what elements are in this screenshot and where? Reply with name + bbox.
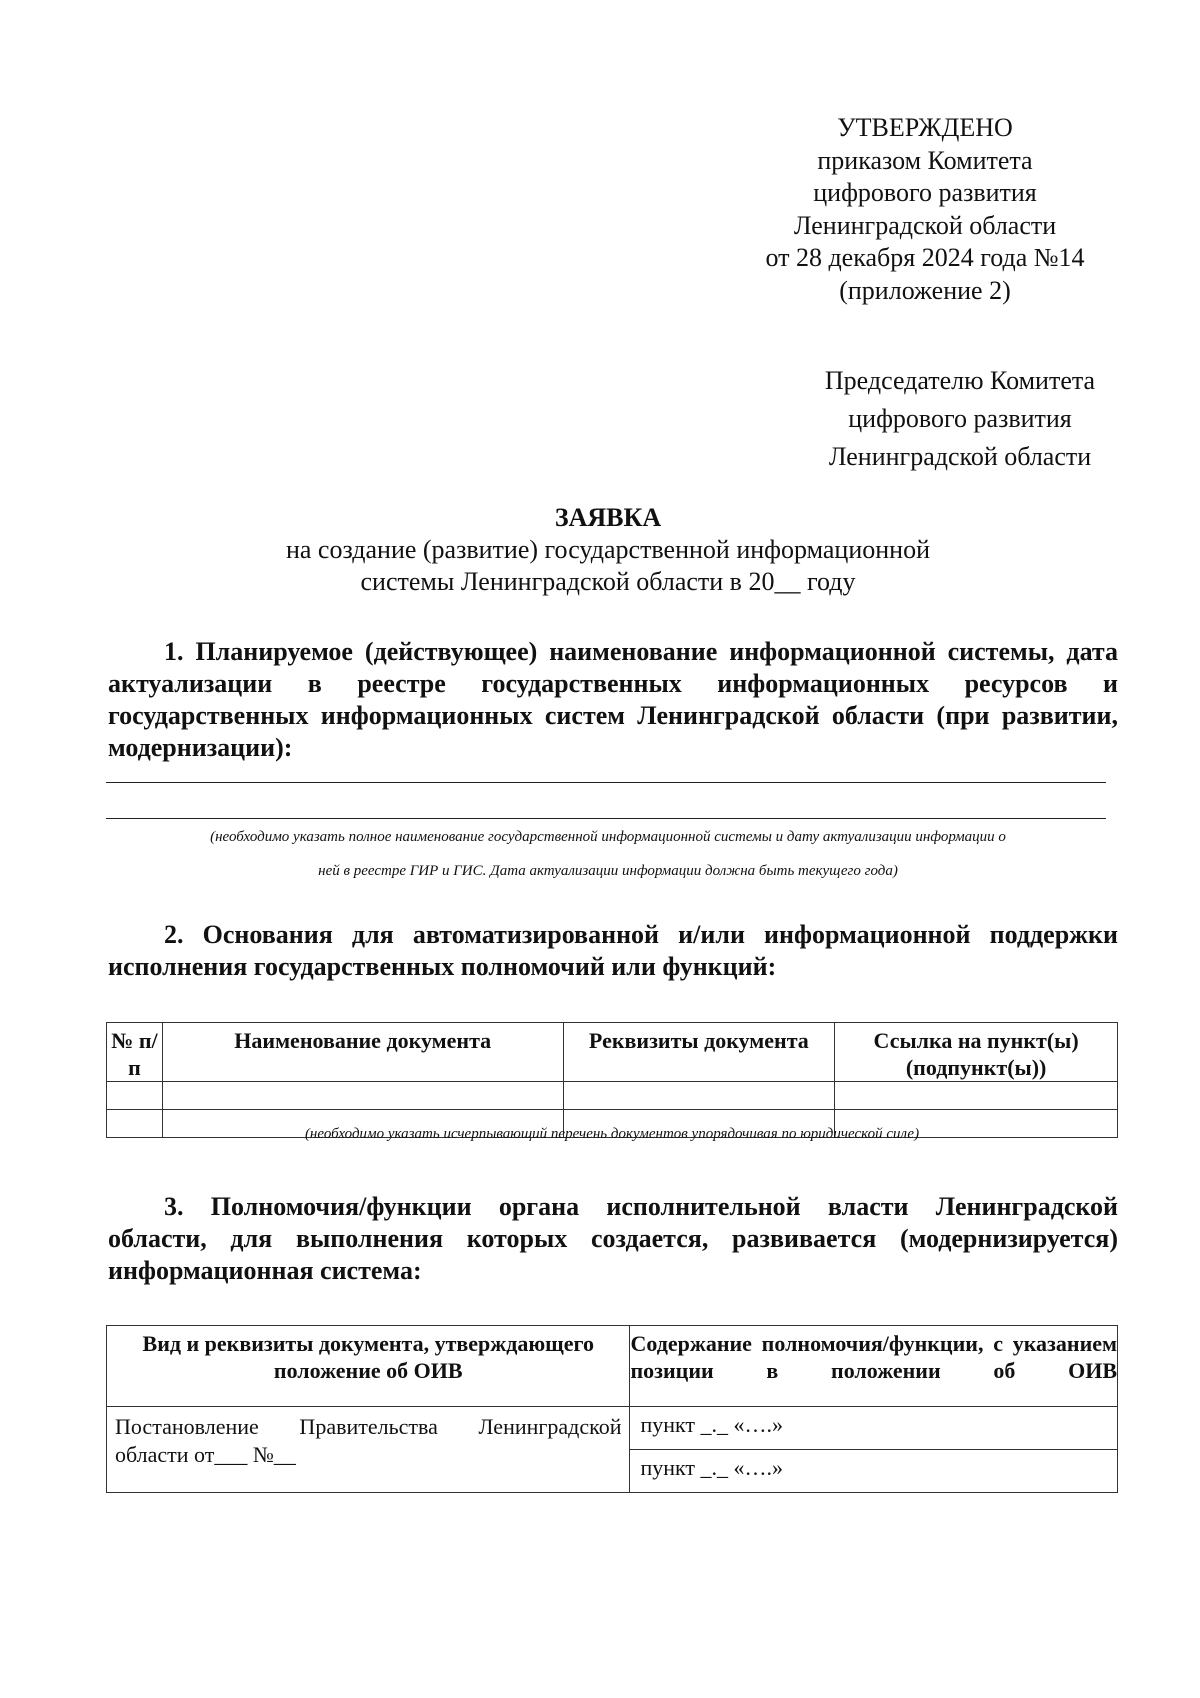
approval-line: приказом Комитета bbox=[817, 145, 1033, 175]
document-subtitle-line: на создание (развитие) государственной информационной bbox=[285, 535, 931, 564]
addressee-line: Ленинградской области bbox=[828, 442, 1092, 471]
approval-block bbox=[720, 112, 1130, 307]
point-cell[interactable]: пункт _._ «….» bbox=[630, 1450, 1118, 1493]
section-1 bbox=[108, 636, 1118, 764]
grounds-table bbox=[106, 1022, 1118, 1138]
table-row bbox=[107, 1082, 1118, 1110]
column-header-doc-details: Реквизиты документа bbox=[563, 1023, 835, 1082]
column-header-reference: Ссылка на пункт(ы) (подпункт(ы)) bbox=[835, 1023, 1118, 1082]
section-2-note: (необходимо указать исчерпывающий перечень документов упорядочивая по юридической силе) bbox=[304, 1126, 920, 1142]
approval-line: цифрового развития bbox=[813, 178, 1037, 207]
addressee-block bbox=[790, 362, 1130, 476]
approval-line: Ленинградской области bbox=[793, 210, 1057, 240]
point-cell[interactable]: пункт _._ «….» bbox=[630, 1407, 1118, 1450]
document-title-block bbox=[108, 502, 1108, 598]
table-header-row bbox=[107, 1326, 1118, 1407]
document-title: ЗАЯВКА bbox=[554, 503, 662, 532]
section-3-text: 3. Полномочия/функции органа исполнительной власти Ленинградской области, для выполнения которых создается, развивается (модернизируется) информационная система: bbox=[108, 1192, 1118, 1285]
section-1-note bbox=[106, 820, 1110, 888]
table-row bbox=[107, 1407, 1118, 1450]
note-line: (необходимо указать полное наименование государственной информационной системы и дату актуализации информации о bbox=[210, 829, 1006, 845]
column-header-document: Вид и реквизиты документа, утверждающего положение об ОИВ bbox=[107, 1326, 630, 1407]
column-header-content: Содержание полномочия/функции, с указанием позиции в положении об ОИВ bbox=[630, 1326, 1118, 1407]
authorities-table bbox=[106, 1325, 1118, 1493]
column-header-doc-name: Наименование документа bbox=[162, 1023, 563, 1082]
table-cell[interactable] bbox=[835, 1082, 1118, 1110]
table-cell[interactable] bbox=[107, 1082, 163, 1110]
table-header-row bbox=[107, 1023, 1118, 1082]
section-3 bbox=[108, 1191, 1118, 1287]
addressee-line: Председателю Комитета bbox=[824, 366, 1096, 395]
document-subtitle-line: системы Ленинградской области в 20__ году bbox=[360, 567, 856, 596]
approval-line: УТВЕРЖДЕНО bbox=[837, 113, 1013, 142]
addressee-line: цифрового развития bbox=[848, 404, 1072, 433]
column-header-number: № п/п bbox=[107, 1023, 163, 1082]
table-cell[interactable] bbox=[563, 1082, 835, 1110]
approval-line: (приложение 2) bbox=[839, 275, 1011, 305]
fill-line[interactable] bbox=[106, 818, 1106, 819]
table-cell[interactable] bbox=[162, 1082, 563, 1110]
document-cell[interactable]: Постановление Правительства Ленинградской области от___ №__ bbox=[107, 1407, 630, 1493]
approval-line: от 28 декабря 2024 года №14 bbox=[765, 243, 1085, 272]
section-2 bbox=[108, 919, 1118, 983]
note-line: ней в реестре ГИР и ГИС. Дата актуализации информации должна быть текущего года) bbox=[318, 863, 898, 879]
fill-line[interactable] bbox=[106, 782, 1106, 783]
section-2-text: 2. Основания для автоматизированной и/или информационной поддержки исполнения государственных полномочий или функций: bbox=[108, 920, 1118, 981]
section-1-text: 1. Планируемое (действующее) наименование информационной системы, дата актуализации в реестре государственных информационных ресурсов и государственных информационных систем Ленинградской области (при развитии, модернизации): bbox=[108, 637, 1118, 762]
